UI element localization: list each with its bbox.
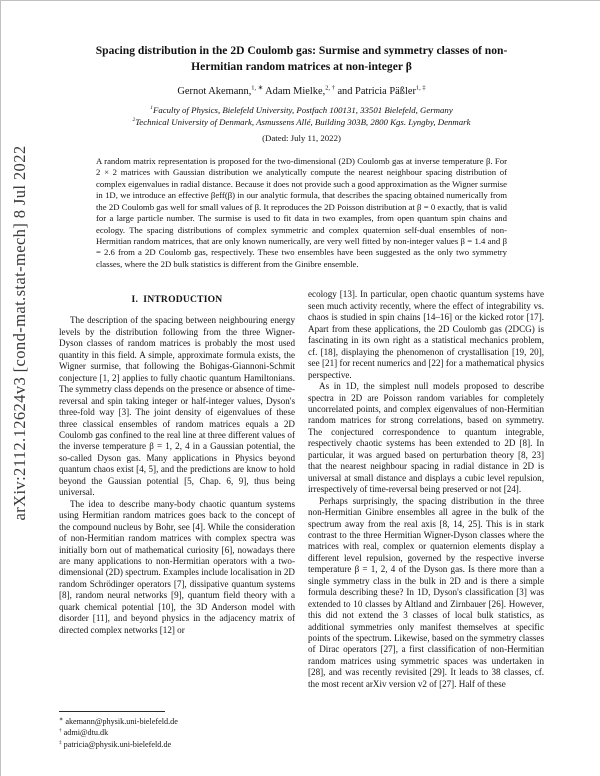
date-line: (Dated: July 11, 2022): [262, 132, 341, 143]
author-name: and Patricia Päßler: [334, 85, 416, 97]
author-name: Adam Mielke,: [263, 85, 326, 97]
footnote-mark: ‡: [59, 738, 62, 745]
footnote-text: akemann@physik.uni-bielefeld.de: [63, 716, 178, 726]
paper-header: [59, 43, 544, 156]
author-affiliation-mark: 1, ∗: [251, 84, 264, 92]
affiliations: [59, 104, 544, 129]
footnote-mark: ∗: [59, 715, 64, 722]
footnotes: [59, 705, 295, 750]
body-paragraph: The description of the spacing between neighbouring energy levels by the distribution following from the three Wigner-Dyson classes of random matrices is probably the most used quantity in this field. A simple, approximate formula exists, the Wigner surmise, that following the Bohigas-Giannoni-Schmit conjecture [1, 2] applies to fully chaotic quantum Hamiltonians. The symmetry class depends on the presence or absence of time-reversal and spin taking integer or half-integer values, Dyson's three-fold way [3]. The joint density of eigenvalues of these three classical ensembles of random matrices equals a 2D Coulomb gas confined to the real line at three different values of the inverse temperature β = 1, 2, 4 in a Gaussian potential, the so-called Dyson gas. Many applications in Physics beyond quantum chaos exist [4, 5], and the predictions are know to hold beyond the Gaussian potential [5, Chap. 6, 9], thus being universal.: [59, 315, 295, 498]
abstract: A random matrix representation is proposed for the two-dimensional (2D) Coulomb gas at inverse temperature β. For 2 × 2 matrices with Gaussian distribution we analytically compute the nearest neighbour spacing distribution of complex eigenvalues in radial distance. Because it does not provide such a good approximation as the Wigner surmise in 1D, we introduce an effective βeff(β) in our analytic formula, that describes the spacing obtained numerically from the 2D Coulomb gas well for small values of β. It reproduces the 2D Poisson distribution at β = 0 exactly, that is valid for a large particle number. The surmise is used to fit data in two examples, from open quantum spin chains and ecology. The spacing distributions of complex symmetric and complex quaternion self-dual ensembles of non-Hermitian random matrices, that are only known numerically, are very well fitted by non-integer values β = 1.4 and β = 2.6 from a 2D Coulomb gas, respectively. These two ensembles have been suggested as the only two symmetry classes, where the 2D bulk statistics is different from the Ginibre ensemble.: [96, 155, 507, 269]
footnote-email-1: [59, 716, 295, 727]
footnote-text: admi@dtu.dk: [61, 728, 109, 738]
body-paragraph: Perhaps surprisingly, the spacing distribution in the three non-Hermitian Ginibre ensembles all agree in the bulk of the spectrum away from the real axis [8, 14, 25]. This is in stark contrast to the three Hermitian Wigner-Dyson classes where the matrices with real, complex or quaternion elements display a different level repulsion, governed by the respective inverse temperature β = 1, 2, 4 of the Dyson gas. Is there more than a single symmetry class in the bulk in 2D and is there a simple formula describing these? In 1D, Dyson's classification [3] was extended to 10 classes by Altland and Zirnbauer [26]. However, this did not extend the 3 classes of local bulk statistics, as additional symmetries only manifest themselves at specific points of the spectrum. Likewise, based on the symmetry classes of Dirac operators [27], a first classification of non-Hermitian random matrices using symmetric spaces was undertaken in [28], and was recently revisited [29]. It leads to 38 classes, cf. the most recent arXiv version v2 of [27]. Half of these: [308, 495, 544, 689]
affiliation-1: [59, 104, 544, 116]
body-paragraph: The idea to describe many-body chaotic quantum systems using Hermitian random matrices goes back to the concept of the compound nucleus by Bohr, see [4]. While the consideration of non-Hermitian random matrices with complex spectra was initially born out of mathematical curiosity [6], nowadays there are many applications to non-Hermitian operators with a two-dimensional (2D) spectrum. Examples include localisation in 2D random Schrödinger operators [7], dissipative quantum systems [8], random neural networks [9], quantum field theory with a quark chemical potential [10], the 3D Anderson model with disorder [11], and beyond physics in the adjacency matrix of directed complex networks [12] or: [59, 498, 295, 635]
author-affiliation-mark: 2, †: [325, 84, 335, 92]
affiliation-text: Technical University of Denmark, Asmussens Allé, Building 303B, 2800 Kgs. Lyngby, Denmark: [135, 117, 471, 128]
author-affiliation-mark: 1, ‡: [415, 84, 426, 92]
section-heading-introduction: I. INTRODUCTION: [131, 294, 223, 306]
footnote-email-2: [59, 727, 295, 738]
affiliation-2: [59, 116, 544, 128]
author-name: Gernot Akemann,: [177, 85, 252, 97]
affiliation-number: 2: [132, 117, 136, 124]
authors-line: [59, 86, 544, 97]
arxiv-stamp: arXiv:2112.12624v3 [cond-mat.stat-mech] 8 Jul 2022: [10, 145, 29, 521]
right-column: [308, 289, 544, 750]
affiliation-text: Faculty of Physics, Bielefeld University, Postfach 100131, 33501 Bielefeld, Germany: [152, 104, 453, 115]
body-paragraph: As in 1D, the simplest null models proposed to describe spectra in 2D are Poisson random variables for completely uncorrelated points, and complex eigenvalues of non-Hermitian random matrices for strong correlations, based on symmetry. The conjectured correspondence to quantum integrable, respectively chaotic systems has been extended to 2D [8]. In particular, it was argued based on perturbation theory [8, 23] that the nearest neighbour spacing in radial distance in 2D is universal at small distance and displays a cubic level repulsion, irrespectively of time-reversal being preserved or not [24].: [308, 381, 544, 495]
footnote-text: patricia@physik.uni-bielefeld.de: [61, 739, 172, 749]
left-column: [59, 289, 295, 750]
footnote-email-3: [59, 739, 295, 750]
footnote-rule: [59, 711, 165, 712]
two-column-body: [59, 289, 544, 750]
paper-title: Spacing distribution in the 2D Coulomb gas: Surmise and symmetry classes of non-Hermitian random matrices at non-integer β: [95, 44, 508, 73]
body-paragraph: ecology [13]. In particular, open chaotic quantum systems have seen much activity recently, where the effect of integrability vs. chaos is studied in spin chains [14–16] or the kicked rotor [17]. Apart from these applications, the 2D Coulomb gas (2DCG) is fascinating in its own right as a statistical mechanics problem, cf. [18], displaying the phenomenon of crystallisation [19, 20], see [21] for recent numerics and [22] for a mathematical physics perspective.: [308, 289, 544, 380]
footnote-mark: †: [59, 727, 62, 734]
affiliation-number: 1: [150, 105, 153, 112]
